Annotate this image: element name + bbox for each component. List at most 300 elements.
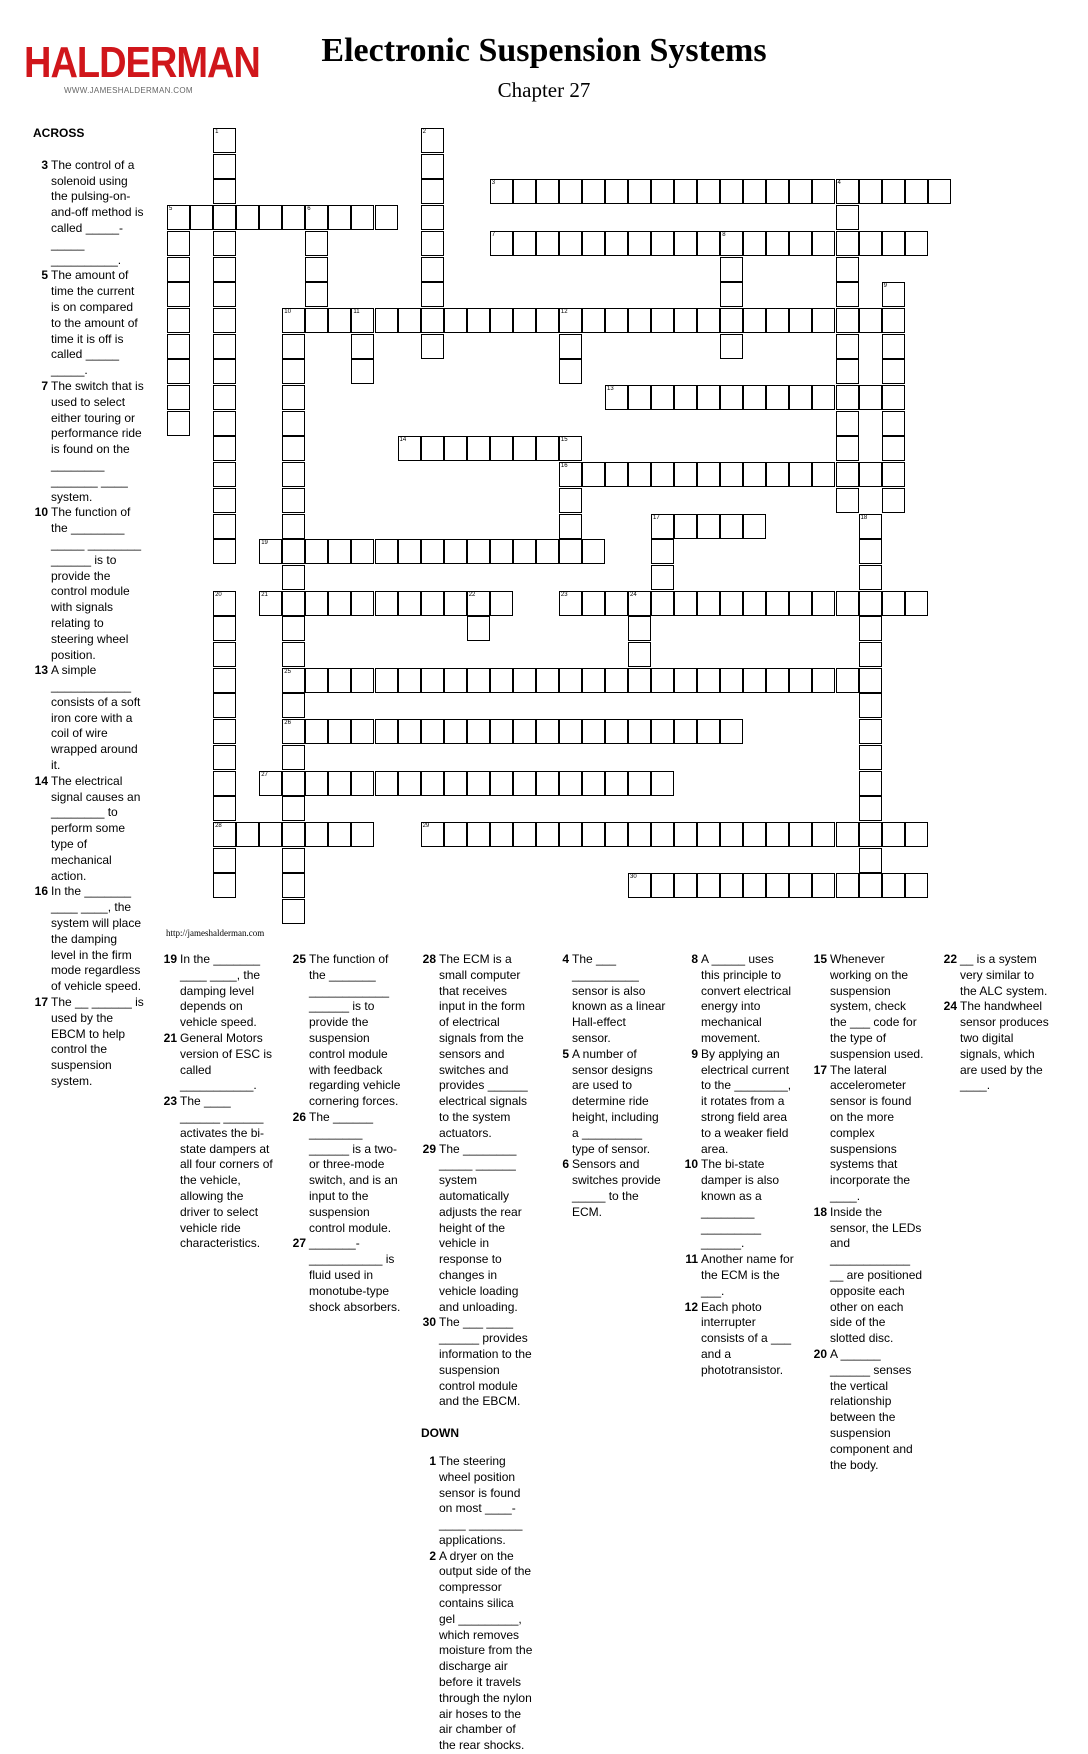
crossword-cell[interactable] (444, 591, 467, 616)
crossword-cell[interactable] (421, 282, 444, 307)
crossword-cell[interactable] (882, 591, 905, 616)
crossword-cell[interactable] (467, 771, 490, 796)
crossword-cell[interactable] (490, 822, 513, 847)
crossword-cell[interactable] (789, 179, 812, 204)
crossword-cell[interactable] (213, 385, 236, 410)
crossword-cell[interactable] (282, 539, 305, 564)
crossword-cell[interactable] (282, 488, 305, 513)
crossword-cell[interactable] (351, 719, 374, 744)
crossword-cell[interactable] (490, 308, 513, 333)
crossword-cell[interactable] (743, 668, 766, 693)
crossword-cell[interactable] (697, 308, 720, 333)
crossword-cell[interactable] (559, 462, 582, 487)
crossword-cell[interactable] (282, 462, 305, 487)
crossword-cell[interactable] (467, 539, 490, 564)
crossword-cell[interactable] (651, 771, 674, 796)
crossword-cell[interactable] (213, 231, 236, 256)
crossword-cell[interactable] (351, 771, 374, 796)
crossword-cell[interactable] (697, 591, 720, 616)
crossword-cell[interactable] (836, 257, 859, 282)
crossword-cell[interactable] (513, 231, 536, 256)
crossword-cell[interactable] (628, 179, 651, 204)
crossword-cell[interactable] (167, 257, 190, 282)
crossword-cell[interactable] (882, 231, 905, 256)
crossword-cell[interactable] (882, 873, 905, 898)
crossword-cell[interactable] (720, 514, 743, 539)
crossword-cell[interactable] (213, 771, 236, 796)
crossword-cell[interactable] (651, 565, 674, 590)
crossword-cell[interactable] (398, 591, 421, 616)
crossword-cell[interactable] (536, 179, 559, 204)
crossword-cell[interactable] (559, 308, 582, 333)
crossword-cell[interactable] (905, 231, 928, 256)
crossword-cell[interactable] (720, 308, 743, 333)
crossword-cell[interactable] (743, 873, 766, 898)
crossword-cell[interactable] (282, 642, 305, 667)
crossword-cell[interactable] (605, 591, 628, 616)
crossword-cell[interactable] (697, 719, 720, 744)
crossword-cell[interactable] (490, 719, 513, 744)
crossword-cell[interactable] (720, 282, 743, 307)
crossword-cell[interactable] (766, 873, 789, 898)
crossword-cell[interactable] (559, 668, 582, 693)
crossword-cell[interactable] (720, 591, 743, 616)
crossword-cell[interactable] (559, 231, 582, 256)
crossword-cell[interactable] (582, 771, 605, 796)
crossword-cell[interactable] (882, 385, 905, 410)
crossword-cell[interactable] (282, 693, 305, 718)
crossword-cell[interactable] (513, 179, 536, 204)
crossword-cell[interactable] (536, 771, 559, 796)
crossword-cell[interactable] (167, 334, 190, 359)
crossword-cell[interactable] (444, 719, 467, 744)
crossword-cell[interactable] (697, 873, 720, 898)
crossword-cell[interactable] (628, 642, 651, 667)
crossword-cell[interactable] (812, 591, 835, 616)
crossword-cell[interactable] (651, 719, 674, 744)
crossword-cell[interactable] (628, 873, 651, 898)
crossword-cell[interactable] (282, 668, 305, 693)
crossword-cell[interactable] (375, 719, 398, 744)
crossword-cell[interactable] (743, 822, 766, 847)
crossword-cell[interactable] (421, 257, 444, 282)
crossword-cell[interactable] (282, 385, 305, 410)
crossword-cell[interactable] (421, 436, 444, 461)
crossword-cell[interactable] (789, 231, 812, 256)
crossword-cell[interactable] (328, 668, 351, 693)
crossword-cell[interactable] (513, 822, 536, 847)
crossword-cell[interactable] (375, 668, 398, 693)
crossword-cell[interactable] (444, 822, 467, 847)
crossword-cell[interactable] (282, 591, 305, 616)
crossword-cell[interactable] (213, 848, 236, 873)
crossword-cell[interactable] (282, 873, 305, 898)
crossword-cell[interactable] (766, 308, 789, 333)
crossword-cell[interactable] (651, 179, 674, 204)
crossword-cell[interactable] (213, 411, 236, 436)
crossword-cell[interactable] (882, 462, 905, 487)
crossword-cell[interactable] (789, 873, 812, 898)
crossword-cell[interactable] (882, 822, 905, 847)
crossword-cell[interactable] (628, 231, 651, 256)
crossword-cell[interactable] (582, 179, 605, 204)
crossword-cell[interactable] (167, 411, 190, 436)
crossword-cell[interactable] (605, 771, 628, 796)
crossword-cell[interactable] (398, 771, 421, 796)
crossword-cell[interactable] (859, 462, 882, 487)
crossword-cell[interactable] (812, 873, 835, 898)
crossword-cell[interactable] (882, 436, 905, 461)
crossword-cell[interactable] (282, 411, 305, 436)
crossword-cell[interactable] (328, 308, 351, 333)
crossword-cell[interactable] (697, 514, 720, 539)
crossword-cell[interactable] (375, 591, 398, 616)
crossword-cell[interactable] (628, 308, 651, 333)
crossword-cell[interactable] (167, 282, 190, 307)
crossword-cell[interactable] (213, 128, 236, 153)
crossword-cell[interactable] (559, 719, 582, 744)
crossword-cell[interactable] (674, 514, 697, 539)
crossword-cell[interactable] (812, 385, 835, 410)
crossword-cell[interactable] (213, 822, 236, 847)
crossword-cell[interactable] (859, 616, 882, 641)
crossword-cell[interactable] (351, 205, 374, 230)
crossword-cell[interactable] (697, 385, 720, 410)
crossword-cell[interactable] (812, 179, 835, 204)
crossword-cell[interactable] (859, 848, 882, 873)
crossword-cell[interactable] (167, 308, 190, 333)
crossword-cell[interactable] (789, 668, 812, 693)
crossword-cell[interactable] (305, 591, 328, 616)
crossword-cell[interactable] (490, 591, 513, 616)
crossword-cell[interactable] (674, 462, 697, 487)
crossword-cell[interactable] (766, 231, 789, 256)
crossword-cell[interactable] (674, 385, 697, 410)
crossword-cell[interactable] (213, 642, 236, 667)
crossword-cell[interactable] (282, 848, 305, 873)
crossword-cell[interactable] (213, 334, 236, 359)
crossword-cell[interactable] (789, 822, 812, 847)
crossword-cell[interactable] (328, 822, 351, 847)
crossword-cell[interactable] (490, 771, 513, 796)
crossword-cell[interactable] (812, 668, 835, 693)
crossword-cell[interactable] (467, 668, 490, 693)
crossword-cell[interactable] (305, 719, 328, 744)
crossword-cell[interactable] (859, 771, 882, 796)
crossword-cell[interactable] (651, 539, 674, 564)
crossword-cell[interactable] (882, 334, 905, 359)
crossword-cell[interactable] (882, 488, 905, 513)
crossword-cell[interactable] (421, 539, 444, 564)
crossword-cell[interactable] (282, 514, 305, 539)
crossword-cell[interactable] (859, 796, 882, 821)
crossword-cell[interactable] (190, 205, 213, 230)
crossword-cell[interactable] (859, 873, 882, 898)
crossword-cell[interactable] (213, 796, 236, 821)
crossword-cell[interactable] (720, 179, 743, 204)
crossword-cell[interactable] (743, 591, 766, 616)
crossword-cell[interactable] (859, 539, 882, 564)
crossword-cell[interactable] (674, 591, 697, 616)
crossword-cell[interactable] (398, 436, 421, 461)
crossword-cell[interactable] (282, 616, 305, 641)
crossword-cell[interactable] (490, 179, 513, 204)
crossword-cell[interactable] (812, 822, 835, 847)
crossword-cell[interactable] (628, 385, 651, 410)
crossword-cell[interactable] (859, 745, 882, 770)
crossword-cell[interactable] (213, 257, 236, 282)
crossword-cell[interactable] (444, 308, 467, 333)
crossword-cell[interactable] (259, 205, 282, 230)
crossword-cell[interactable] (444, 436, 467, 461)
crossword-cell[interactable] (328, 719, 351, 744)
crossword-cell[interactable] (720, 385, 743, 410)
crossword-cell[interactable] (697, 822, 720, 847)
crossword-cell[interactable] (882, 179, 905, 204)
crossword-cell[interactable] (651, 822, 674, 847)
crossword-cell[interactable] (467, 616, 490, 641)
crossword-cell[interactable] (720, 257, 743, 282)
crossword-cell[interactable] (651, 668, 674, 693)
crossword-cell[interactable] (720, 462, 743, 487)
crossword-cell[interactable] (605, 822, 628, 847)
crossword-cell[interactable] (282, 205, 305, 230)
crossword-cell[interactable] (651, 308, 674, 333)
crossword-cell[interactable] (859, 668, 882, 693)
crossword-cell[interactable] (305, 668, 328, 693)
crossword-cell[interactable] (305, 822, 328, 847)
crossword-cell[interactable] (789, 462, 812, 487)
crossword-cell[interactable] (213, 693, 236, 718)
crossword-cell[interactable] (559, 488, 582, 513)
crossword-cell[interactable] (559, 514, 582, 539)
crossword-cell[interactable] (836, 205, 859, 230)
crossword-cell[interactable] (582, 719, 605, 744)
crossword-cell[interactable] (789, 308, 812, 333)
crossword-cell[interactable] (398, 539, 421, 564)
crossword-cell[interactable] (836, 411, 859, 436)
crossword-cell[interactable] (720, 668, 743, 693)
crossword-cell[interactable] (421, 334, 444, 359)
crossword-cell[interactable] (674, 719, 697, 744)
crossword-cell[interactable] (789, 591, 812, 616)
crossword-cell[interactable] (836, 308, 859, 333)
crossword-cell[interactable] (766, 385, 789, 410)
crossword-cell[interactable] (213, 436, 236, 461)
crossword-cell[interactable] (720, 822, 743, 847)
crossword-cell[interactable] (605, 385, 628, 410)
crossword-cell[interactable] (766, 591, 789, 616)
crossword-cell[interactable] (421, 231, 444, 256)
crossword-cell[interactable] (490, 231, 513, 256)
crossword-cell[interactable] (398, 668, 421, 693)
crossword-cell[interactable] (536, 308, 559, 333)
crossword-cell[interactable] (559, 179, 582, 204)
crossword-cell[interactable] (905, 179, 928, 204)
crossword-cell[interactable] (859, 514, 882, 539)
crossword-cell[interactable] (398, 719, 421, 744)
crossword-cell[interactable] (467, 591, 490, 616)
crossword-cell[interactable] (398, 308, 421, 333)
crossword-cell[interactable] (743, 462, 766, 487)
crossword-cell[interactable] (582, 591, 605, 616)
crossword-cell[interactable] (444, 668, 467, 693)
crossword-cell[interactable] (582, 308, 605, 333)
crossword-cell[interactable] (743, 385, 766, 410)
crossword-cell[interactable] (444, 539, 467, 564)
crossword-cell[interactable] (259, 822, 282, 847)
crossword-cell[interactable] (720, 873, 743, 898)
crossword-cell[interactable] (789, 385, 812, 410)
crossword-cell[interactable] (351, 334, 374, 359)
crossword-cell[interactable] (559, 822, 582, 847)
crossword-cell[interactable] (305, 308, 328, 333)
crossword-cell[interactable] (559, 539, 582, 564)
crossword-cell[interactable] (697, 179, 720, 204)
crossword-cell[interactable] (859, 719, 882, 744)
crossword-cell[interactable] (213, 616, 236, 641)
crossword-cell[interactable] (766, 822, 789, 847)
crossword-cell[interactable] (836, 334, 859, 359)
crossword-cell[interactable] (213, 539, 236, 564)
crossword-cell[interactable] (213, 873, 236, 898)
crossword-cell[interactable] (651, 231, 674, 256)
crossword-cell[interactable] (720, 231, 743, 256)
crossword-cell[interactable] (213, 514, 236, 539)
crossword-cell[interactable] (836, 668, 859, 693)
crossword-cell[interactable] (328, 591, 351, 616)
crossword-cell[interactable] (628, 822, 651, 847)
crossword-cell[interactable] (674, 873, 697, 898)
crossword-cell[interactable] (743, 308, 766, 333)
crossword-cell[interactable] (167, 231, 190, 256)
crossword-cell[interactable] (859, 308, 882, 333)
crossword-cell[interactable] (582, 668, 605, 693)
crossword-cell[interactable] (536, 539, 559, 564)
crossword-cell[interactable] (836, 385, 859, 410)
crossword-cell[interactable] (421, 719, 444, 744)
crossword-cell[interactable] (743, 514, 766, 539)
crossword-cell[interactable] (282, 745, 305, 770)
crossword-cell[interactable] (259, 771, 282, 796)
crossword-cell[interactable] (651, 873, 674, 898)
crossword-cell[interactable] (282, 334, 305, 359)
crossword-cell[interactable] (513, 719, 536, 744)
crossword-cell[interactable] (836, 873, 859, 898)
crossword-cell[interactable] (812, 308, 835, 333)
crossword-cell[interactable] (513, 668, 536, 693)
crossword-cell[interactable] (605, 668, 628, 693)
crossword-cell[interactable] (259, 591, 282, 616)
crossword-cell[interactable] (536, 822, 559, 847)
crossword-cell[interactable] (859, 693, 882, 718)
crossword-cell[interactable] (421, 154, 444, 179)
crossword-cell[interactable] (213, 308, 236, 333)
crossword-cell[interactable] (628, 591, 651, 616)
crossword-cell[interactable] (628, 462, 651, 487)
crossword-cell[interactable] (836, 591, 859, 616)
crossword-cell[interactable] (167, 385, 190, 410)
crossword-cell[interactable] (536, 668, 559, 693)
crossword-cell[interactable] (375, 539, 398, 564)
crossword-cell[interactable] (213, 745, 236, 770)
crossword-cell[interactable] (213, 282, 236, 307)
crossword-cell[interactable] (213, 359, 236, 384)
crossword-cell[interactable] (213, 179, 236, 204)
crossword-cell[interactable] (859, 385, 882, 410)
crossword-cell[interactable] (467, 308, 490, 333)
crossword-cell[interactable] (351, 668, 374, 693)
crossword-cell[interactable] (628, 771, 651, 796)
crossword-cell[interactable] (697, 231, 720, 256)
crossword-cell[interactable] (513, 308, 536, 333)
crossword-cell[interactable] (421, 771, 444, 796)
crossword-cell[interactable] (328, 539, 351, 564)
crossword-cell[interactable] (836, 488, 859, 513)
crossword-cell[interactable] (536, 719, 559, 744)
crossword-cell[interactable] (421, 128, 444, 153)
crossword-cell[interactable] (421, 205, 444, 230)
crossword-cell[interactable] (213, 591, 236, 616)
crossword-cell[interactable] (720, 719, 743, 744)
crossword-cell[interactable] (305, 771, 328, 796)
crossword-cell[interactable] (674, 822, 697, 847)
crossword-cell[interactable] (882, 308, 905, 333)
crossword-cell[interactable] (236, 822, 259, 847)
crossword-cell[interactable] (536, 436, 559, 461)
crossword-cell[interactable] (766, 179, 789, 204)
crossword-cell[interactable] (605, 179, 628, 204)
crossword-cell[interactable] (213, 719, 236, 744)
crossword-cell[interactable] (559, 334, 582, 359)
crossword-cell[interactable] (628, 668, 651, 693)
crossword-cell[interactable] (375, 205, 398, 230)
crossword-cell[interactable] (282, 308, 305, 333)
crossword-cell[interactable] (213, 668, 236, 693)
crossword-cell[interactable] (282, 436, 305, 461)
crossword-cell[interactable] (651, 462, 674, 487)
crossword-cell[interactable] (582, 822, 605, 847)
crossword-cell[interactable] (628, 719, 651, 744)
crossword-cell[interactable] (351, 591, 374, 616)
crossword-cell[interactable] (328, 771, 351, 796)
crossword-cell[interactable] (905, 591, 928, 616)
crossword-cell[interactable] (305, 539, 328, 564)
crossword-cell[interactable] (536, 231, 559, 256)
crossword-cell[interactable] (421, 822, 444, 847)
crossword-cell[interactable] (559, 771, 582, 796)
crossword-cell[interactable] (859, 231, 882, 256)
crossword-cell[interactable] (282, 899, 305, 924)
crossword-cell[interactable] (213, 205, 236, 230)
crossword-cell[interactable] (651, 514, 674, 539)
crossword-cell[interactable] (375, 308, 398, 333)
crossword-cell[interactable] (605, 308, 628, 333)
crossword-cell[interactable] (559, 359, 582, 384)
crossword-cell[interactable] (882, 359, 905, 384)
crossword-cell[interactable] (628, 616, 651, 641)
crossword-cell[interactable] (421, 179, 444, 204)
crossword-cell[interactable] (328, 205, 351, 230)
crossword-cell[interactable] (259, 539, 282, 564)
crossword-cell[interactable] (859, 565, 882, 590)
crossword-cell[interactable] (282, 771, 305, 796)
crossword-cell[interactable] (444, 771, 467, 796)
crossword-cell[interactable] (351, 359, 374, 384)
crossword-cell[interactable] (928, 179, 951, 204)
crossword-cell[interactable] (351, 539, 374, 564)
crossword-cell[interactable] (167, 205, 190, 230)
